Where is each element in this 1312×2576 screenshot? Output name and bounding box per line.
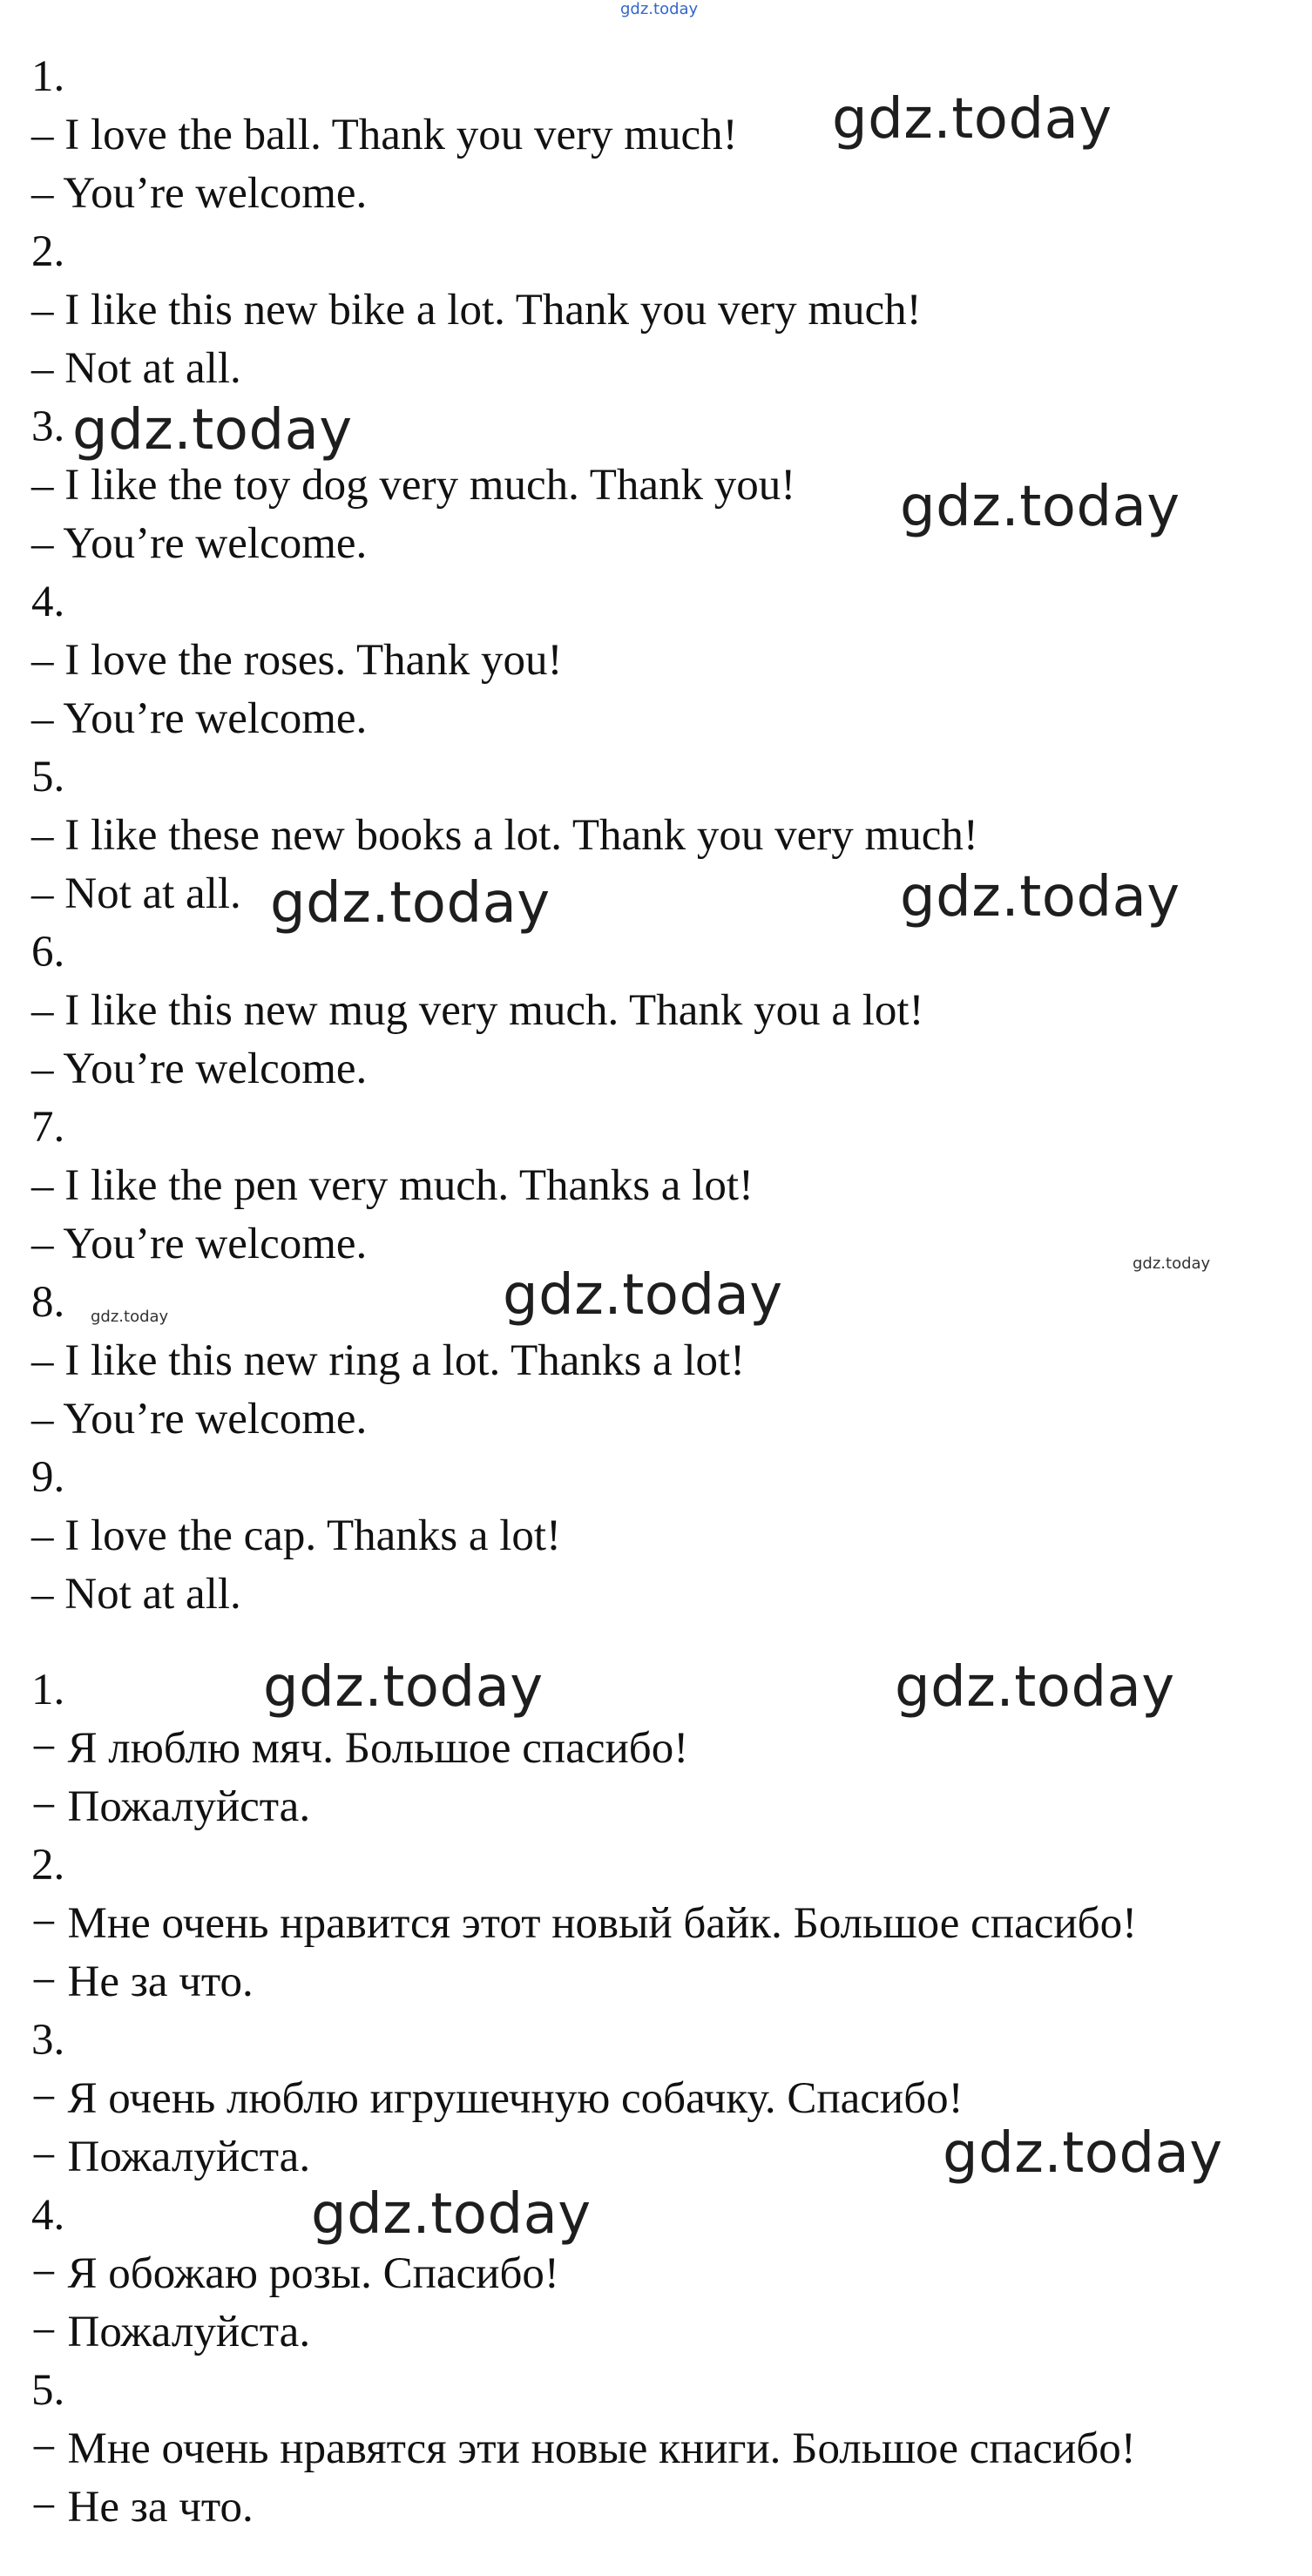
dialogue-line: – You’re welcome. bbox=[31, 169, 368, 218]
watermark: gdz.today bbox=[270, 871, 551, 936]
dialogue-line: – I like the pen very much. Thanks a lot! bbox=[31, 1161, 754, 1210]
watermark: gdz.today bbox=[72, 398, 353, 463]
dialogue-line: − Мне очень нравятся эти новые книги. Большое спасибо! bbox=[31, 2424, 1136, 2473]
dialogue-line: – You’re welcome. bbox=[31, 519, 368, 568]
dialogue-line: − Я очень люблю игрушечную собачку. Спасибо! bbox=[31, 2074, 964, 2123]
watermark: gdz.today bbox=[311, 2182, 592, 2247]
dialogue-line: – Not at all. bbox=[31, 1570, 241, 1619]
item-number: 3. bbox=[31, 402, 65, 451]
watermark: gdz.today bbox=[900, 865, 1180, 930]
item-number: 1. bbox=[31, 1666, 65, 1714]
item-number: 2. bbox=[31, 1841, 65, 1890]
item-number: 1. bbox=[31, 52, 65, 101]
dialogue-line: – I love the roses. Thank you! bbox=[31, 636, 563, 685]
item-number: 5. bbox=[31, 2366, 65, 2415]
watermark: gdz.today bbox=[620, 0, 699, 18]
item-number: 9. bbox=[31, 1453, 65, 1502]
item-number: 5. bbox=[31, 753, 65, 801]
dialogue-line: – Not at all. bbox=[31, 344, 241, 393]
item-number: 6. bbox=[31, 928, 65, 977]
dialogue-line: − Мне очень нравится этот новый байк. Большое спасибо! bbox=[31, 1899, 1138, 1948]
dialogue-line: − Пожалуйста. bbox=[31, 2308, 311, 2356]
item-number: 4. bbox=[31, 2191, 65, 2240]
watermark: gdz.today bbox=[895, 1655, 1175, 1720]
dialogue-line: – You’re welcome. bbox=[31, 694, 368, 743]
watermark: gdz.today bbox=[900, 475, 1180, 539]
dialogue-line: − Не за что. bbox=[31, 1957, 254, 2006]
item-number: 2. bbox=[31, 227, 65, 276]
watermark: gdz.today bbox=[943, 2121, 1223, 2186]
dialogue-line: − Я люблю мяч. Большое спасибо! bbox=[31, 1724, 689, 1773]
dialogue-line: − Пожалуйста. bbox=[31, 1782, 311, 1831]
dialogue-line: – I like this new mug very much. Thank you a lot! bbox=[31, 986, 924, 1035]
dialogue-line: – I like this new ring a lot. Thanks a lot! bbox=[31, 1336, 746, 1385]
dialogue-line: – You’re welcome. bbox=[31, 1395, 368, 1444]
dialogue-line: – I like this new bike a lot. Thank you very much! bbox=[31, 286, 922, 335]
item-number: 7. bbox=[31, 1103, 65, 1152]
dialogue-line: – I love the ball. Thank you very much! bbox=[31, 111, 738, 159]
watermark: gdz.today bbox=[503, 1263, 783, 1328]
dialogue-line: – I like these new books a lot. Thank you very much! bbox=[31, 811, 978, 860]
item-number: 3. bbox=[31, 2016, 65, 2065]
dialogue-line: − Не за что. bbox=[31, 2483, 254, 2532]
dialogue-line: – Not at all. bbox=[31, 869, 241, 918]
watermark: gdz.today bbox=[263, 1655, 544, 1720]
watermark: gdz.today bbox=[91, 1308, 169, 1326]
dialogue-line: – You’re welcome. bbox=[31, 1220, 368, 1268]
item-number: 4. bbox=[31, 578, 65, 626]
dialogue-line: – I love the cap. Thanks a lot! bbox=[31, 1511, 562, 1560]
dialogue-line: – You’re welcome. bbox=[31, 1045, 368, 1093]
dialogue-line: – I like the toy dog very much. Thank you! bbox=[31, 461, 796, 510]
item-number: 8. bbox=[31, 1278, 65, 1327]
watermark: gdz.today bbox=[832, 87, 1112, 152]
dialogue-line: − Пожалуйста. bbox=[31, 2133, 311, 2181]
dialogue-line: − Я обожаю розы. Спасибо! bbox=[31, 2249, 559, 2298]
watermark: gdz.today bbox=[1133, 1254, 1211, 1273]
